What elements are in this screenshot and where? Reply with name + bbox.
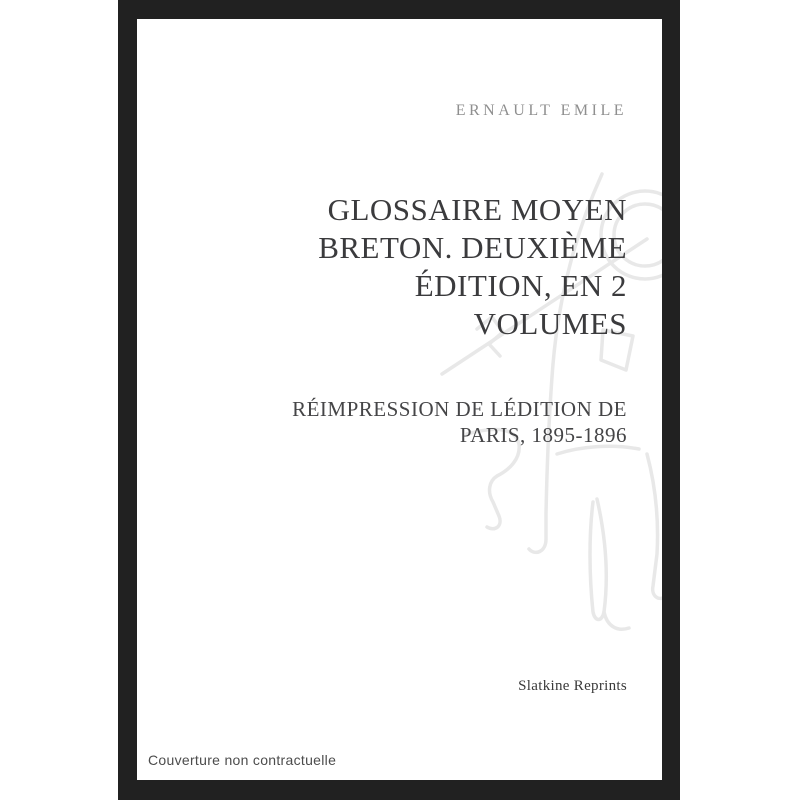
- subtitle-line-1: RÉIMPRESSION DE LÉDITION DE: [292, 397, 627, 421]
- subtitle-line-2: PARIS, 1895-1896: [459, 423, 627, 447]
- title-line-3: ÉDITION, EN 2: [414, 268, 627, 303]
- title-line-2: BRETON. DEUXIÈME: [318, 230, 627, 265]
- cover-black-frame: [118, 0, 680, 800]
- title-line-1: GLOSSAIRE MOYEN: [327, 192, 627, 227]
- author-name: ERNAULT EMILE: [455, 102, 627, 119]
- book-subtitle: [147, 396, 627, 448]
- book-title: [147, 191, 627, 343]
- cover-disclaimer: Couverture non contractuelle: [148, 752, 337, 768]
- title-line-4: VOLUMES: [473, 306, 627, 341]
- publisher-imprint: Slatkine Reprints: [518, 678, 627, 694]
- cover-page: [137, 19, 662, 780]
